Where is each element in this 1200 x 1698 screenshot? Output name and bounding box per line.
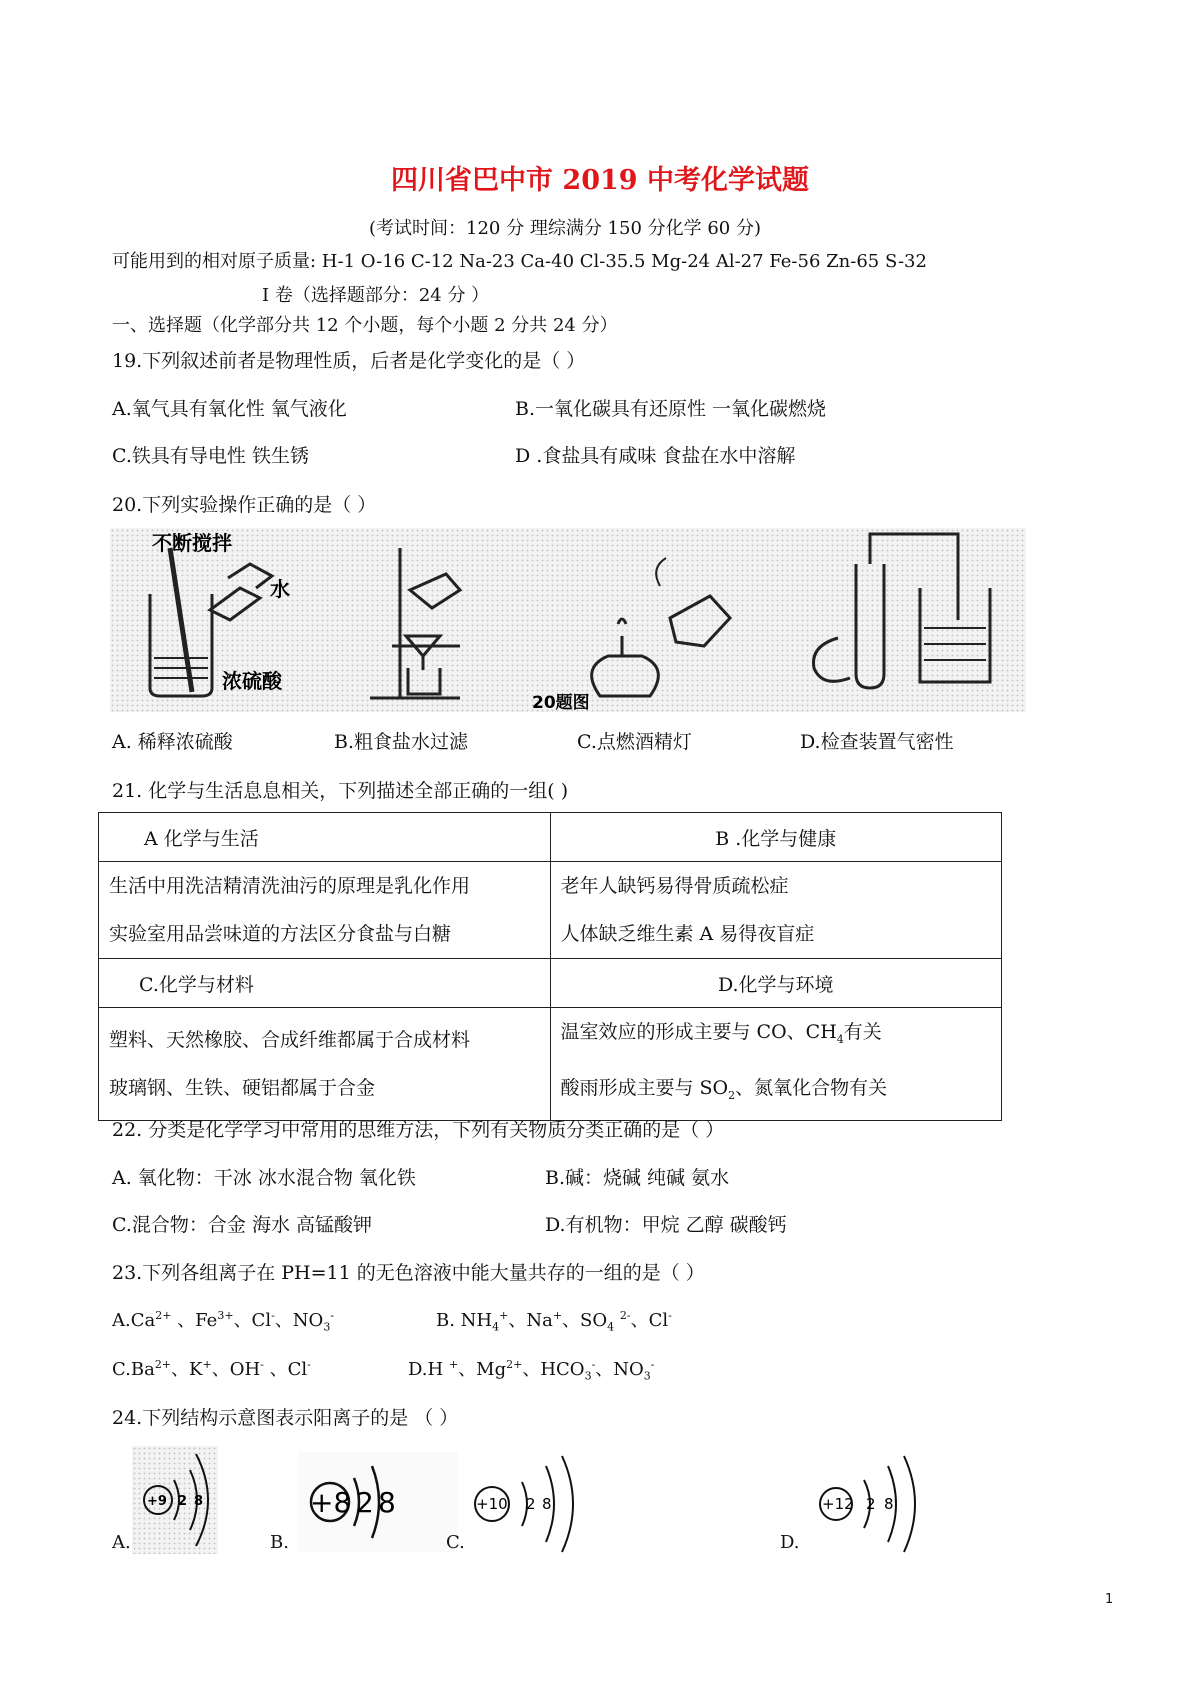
page-title: 四川省巴中市 2019 中考化学试题: [391, 165, 809, 196]
q19-option-a: A.氧气具有氧化性 氧气液化: [112, 398, 347, 420]
q21-a-line2: 实验室用品尝味道的方法区分食盐与白糖: [109, 923, 452, 945]
fig-caption: 20题图: [532, 693, 590, 712]
page-number: 1: [1105, 1592, 1114, 1607]
q21-b-line1: 老年人缺钙易得骨质疏松症: [560, 875, 789, 897]
q22-option-c: C.混合物：合金 海水 高锰酸钾: [112, 1214, 372, 1236]
q20-figure-drawing: [110, 528, 1026, 712]
q20-option-c: C.点燃酒精灯: [577, 731, 692, 753]
q21-c-line2: 玻璃钢、生铁、硬铝都属于合金: [109, 1076, 376, 1099]
q21-stem: 21. 化学与生活息息相关，下列描述全部正确的一组( ): [112, 780, 569, 802]
fig-label-acid: 浓硫酸: [222, 669, 282, 693]
q21-d-head: D.化学与环境: [550, 959, 1002, 1008]
q20-option-a: A. 稀释浓硫酸: [112, 731, 233, 753]
nucleus-c: +10: [476, 1495, 508, 1513]
svg-text:2: 2: [356, 1486, 374, 1519]
q23-option-b: B. $NH_4^+$、Na+、$SO_4$ $^{2-}$、Cl-: [436, 1309, 672, 1334]
q24-diagram-a: [132, 1446, 218, 1554]
q21-c-line1: 塑料、天然橡胶、合成纤维都属于合成材料: [109, 1028, 471, 1051]
q21-b-body: [550, 862, 1002, 959]
q20-option-b: B.粗食盐水过滤: [334, 731, 469, 753]
svg-text:8: 8: [194, 1494, 204, 1509]
q23-option-d: D.H +、$Mg^{2+}$、$HCO_3^-$、$NO_3^-$: [408, 1358, 655, 1383]
q24-label-b: B.: [270, 1532, 289, 1553]
svg-text:2: 2: [526, 1495, 536, 1513]
exam-info: (考试时间：120 分 理综满分 150 分化学 60 分): [369, 218, 761, 239]
q24-stem: 24.下列结构示意图表示阳离子的是 （ ）: [112, 1407, 459, 1429]
svg-text:8: 8: [884, 1495, 894, 1513]
q20-option-d: D.检查装置气密性: [800, 731, 954, 753]
nucleus-a: +9: [147, 1494, 167, 1509]
q21-c-body: [99, 1008, 551, 1121]
q24-label-a: A.: [112, 1532, 131, 1553]
q24-label-c: C.: [446, 1532, 465, 1553]
q21-d-line1: 温室效应的形成主要与 CO、$CH_4$有关: [560, 1021, 882, 1046]
section-heading: 一、选择题（化学部分共 12 个小题，每个小题 2 分共 24 分）: [112, 315, 618, 336]
q19-option-c: C.铁具有导电性 铁生锈: [112, 445, 309, 467]
svg-text:2: 2: [866, 1495, 876, 1513]
q21-a-head: A 化学与生活: [99, 813, 551, 862]
fig-label-water: 水: [270, 577, 290, 601]
q21-d-line2: 酸雨形成主要与 $SO_2$、氮氧化合物有关: [560, 1076, 888, 1102]
q21-b-line2: 人体缺乏维生素 A 易得夜盲症: [560, 923, 815, 945]
q21-a-body: [99, 862, 551, 959]
atomic-masses: 可能用到的相对原子质量: H-1 O-16 C-12 Na-23 Ca-40 Cl-35.5 Mg-24 Al-27 Fe-56 Zn-65 S-32: [112, 251, 927, 272]
q23-option-a: $A.Ca^{2+}$ 、$Fe^{3+}$、Cl-、$NO_3^-$: [112, 1309, 335, 1334]
volume-heading: I 卷（选择题部分：24 分 ）: [262, 285, 490, 306]
q23-option-c: $C.Ba^{2+}$、K+、OH- 、Cl-: [112, 1358, 311, 1380]
nucleus-d: +12: [822, 1495, 854, 1513]
q24-label-d: D.: [780, 1532, 800, 1553]
q21-table: [98, 812, 1002, 1121]
q20-figure: [110, 528, 1026, 712]
q20-stem: 20.下列实验操作正确的是（ ）: [112, 494, 377, 516]
q24-diagram-d: [808, 1452, 948, 1556]
q23-stem: 23.下列各组离子在 PH=11 的无色溶液中能大量共存的一组的是（ ）: [112, 1262, 705, 1284]
svg-text:8: 8: [378, 1486, 396, 1519]
fig-label-stir: 不断搅拌: [152, 531, 232, 555]
q22-option-d: D.有机物：甲烷 乙醇 碳酸钙: [545, 1214, 787, 1236]
q24-diagram-c: [462, 1452, 602, 1556]
q19-stem: 19.下列叙述前者是物理性质，后者是化学变化的是（ ）: [112, 350, 586, 372]
svg-text:2: 2: [178, 1494, 188, 1509]
q22-option-b: B.碱：烧碱 纯碱 氨水: [545, 1167, 730, 1189]
q21-c-head: C.化学与材料: [99, 959, 551, 1008]
nucleus-b: +8: [310, 1486, 352, 1519]
q19-option-d: D .食盐具有咸味 食盐在水中溶解: [515, 445, 796, 467]
q22-option-a: A. 氧化物：干冰 冰水混合物 氧化铁: [112, 1167, 416, 1189]
q24-diagram-b: [298, 1452, 458, 1552]
q21-a-line1: 生活中用洗洁精清洗油污的原理是乳化作用: [109, 875, 471, 897]
svg-text:8: 8: [542, 1495, 552, 1513]
q21-b-head: B .化学与健康: [550, 813, 1002, 862]
q21-d-body: [550, 1008, 1002, 1121]
q22-stem: 22. 分类是化学学习中常用的思维方法，下列有关物质分类正确的是（ ）: [112, 1119, 725, 1141]
q19-option-b: B.一氧化碳具有还原性 一氧化碳燃烧: [515, 398, 827, 420]
